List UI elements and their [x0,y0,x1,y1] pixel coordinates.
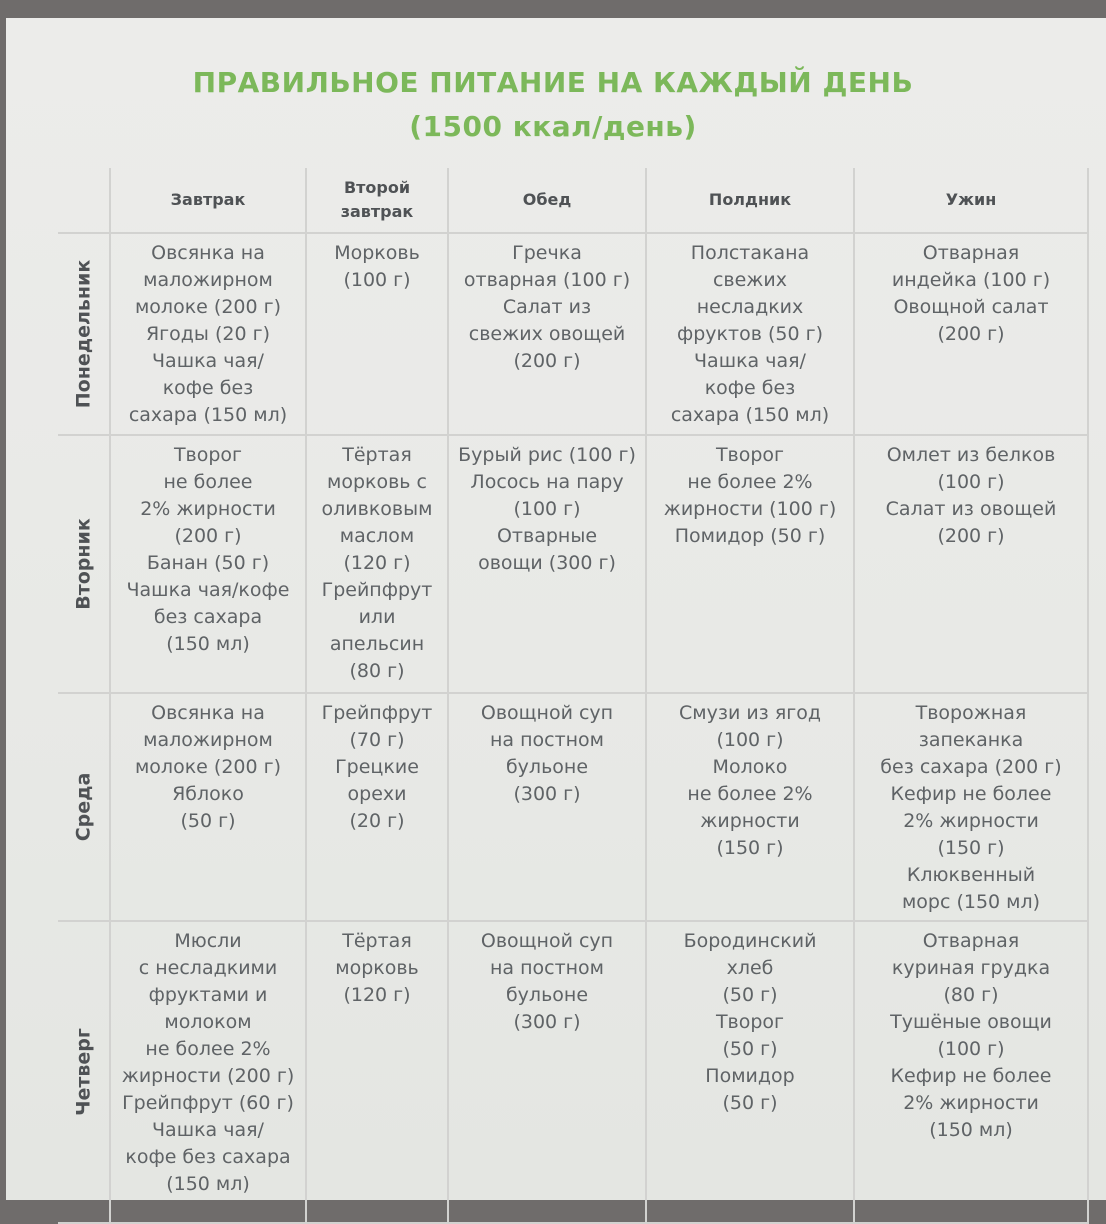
meal-line: Салат из овощей [885,498,1057,520]
meal-line: без сахара (200 г) [880,756,1062,778]
meal-line: (150 мл) [166,1173,250,1195]
meal-cell [448,435,646,693]
meal-line: не более [163,471,253,493]
meal-line: Кефир не более [890,783,1052,805]
meal-cell [854,693,1088,921]
day-label: Вторник [58,435,110,693]
meal-line: (150 г) [937,837,1005,859]
meal-line: сахара (150 мл) [128,404,288,426]
meal-plan-table [58,168,1089,1224]
meal-line: (70 г) [349,729,405,751]
meal-line: Овощной салат [893,296,1049,318]
meal-line: (20 г) [349,810,405,832]
meal-line: Чашка чая/кофе [126,579,290,601]
meal-line: Яблоко [172,783,244,805]
meal-line: (50 г) [180,810,236,832]
meal-line: не более 2% [687,783,813,805]
meal-line: морковь [335,957,419,979]
meal-line: (150 мл) [929,1119,1013,1141]
meal-line: Грецкие [335,756,419,778]
meal-cell [306,693,448,921]
meal-cell [110,435,306,693]
meal-cell [110,233,306,435]
meal-cell [646,233,854,435]
meal-line: Творог [173,444,243,466]
meal-cell [110,693,306,921]
meal-cell [646,921,854,1223]
meal-line: несладких [696,296,804,318]
meal-line: Творожная [915,702,1027,724]
meal-line: сахара (150 мл) [670,404,830,426]
meal-line: Ягоды (20 г) [145,323,270,345]
column-header-second-breakfast: Второй завтрак [306,168,448,233]
meal-line: 2% жирности [903,810,1039,832]
meal-line: 2% жирности [903,1092,1039,1114]
meal-line: (100 г) [716,729,784,751]
meal-line: кофе без сахара [125,1146,291,1168]
meal-line: Чашка чая/ [694,350,806,372]
meal-line: жирности (100 г) [663,498,837,520]
meal-line: Отварные [496,525,598,547]
meal-line: с несладкими [138,957,278,979]
meal-line: свежих [712,269,788,291]
meal-line: индейка (100 г) [891,269,1051,291]
meal-line: Банан (50 г) [146,552,270,574]
meal-line: на постном [489,957,605,979]
meal-line: отварная (100 г) [463,269,631,291]
meal-line: Творог [715,444,785,466]
meal-line: (150 г) [716,837,784,859]
meal-line: маслом [339,525,415,547]
column-header-dinner: Ужин [854,168,1088,233]
meal-line: Лосось на пару [470,471,624,493]
meal-line: Кефир не более [890,1065,1052,1087]
meal-line: Гречка [512,242,582,264]
meal-cell [854,921,1088,1223]
meal-cell [646,435,854,693]
meal-line: (300 г) [513,783,581,805]
meal-line: молоке (200 г) [134,756,282,778]
meal-line: (80 г) [943,984,999,1006]
meal-line: фруктами и [148,984,268,1006]
meal-line: Грейпфрут (60 г) [122,1092,294,1114]
meal-line: Помидор (50 г) [674,525,826,547]
meal-line: орехи [347,783,407,805]
meal-line: Грейпфрут [321,579,433,601]
meal-cell [306,233,448,435]
meal-line: Омлет из белков [886,444,1056,466]
meal-line: бульоне [505,756,589,778]
meal-cell [110,921,306,1223]
meal-line: маложирном [143,729,273,751]
meal-line: запеканка [918,729,1024,751]
meal-line: Отварная [922,930,1020,952]
meal-line: Тёртая [342,930,412,952]
meal-line: Полстакана [690,242,810,264]
meal-cell [448,693,646,921]
meal-line: Овощной суп [480,702,614,724]
meal-line: (200 г) [937,525,1005,547]
meal-line: Смузи из ягод [679,702,821,724]
meal-line: без сахара [153,606,263,628]
meal-line: жирности [700,810,800,832]
meal-line: Салат из [502,296,592,318]
meal-line: на постном [489,729,605,751]
meal-line: не более 2% [145,1038,271,1060]
meal-line: бульоне [505,984,589,1006]
table-row [58,921,1088,1223]
meal-line: Морковь [334,242,420,264]
meal-line: (50 г) [722,984,778,1006]
meal-line: (150 мл) [166,633,250,655]
meal-line: 2% жирности [140,498,276,520]
meal-line: Чашка чая/ [152,1119,264,1141]
column-header-snack: Полдник [646,168,854,233]
meal-line: (200 г) [174,525,242,547]
meal-line: Чашка чая/ [152,350,264,372]
meal-cell [306,921,448,1223]
meal-line: Бурый рис (100 г) [458,444,636,466]
meal-line: (80 г) [349,660,405,682]
meal-line: (200 г) [513,350,581,372]
meal-cell [854,435,1088,693]
meal-cell [306,435,448,693]
meal-line: куриная грудка [891,957,1051,979]
meal-cell [448,233,646,435]
meal-line: Помидор [705,1065,795,1087]
meal-line: Овсянка на [151,702,265,724]
meal-line: хлеб [726,957,774,979]
table-row [58,435,1088,693]
meal-line: оливковым [321,498,433,520]
meal-line: (200 г) [937,323,1005,345]
meal-line: (120 г) [343,552,411,574]
column-header-breakfast: Завтрак [110,168,306,233]
page-subtitle: (1500 ккал/день) [409,110,697,143]
meal-line: молоке (200 г) [134,296,282,318]
meal-line: морковь с [326,471,427,493]
meal-line: (100 г) [937,471,1005,493]
meal-line: Мюсли [174,930,242,952]
meal-line: не более 2% [687,471,813,493]
meal-line: (300 г) [513,1011,581,1033]
meal-line: (50 г) [722,1092,778,1114]
day-label: Понедельник [58,233,110,435]
meal-line: молоком [164,1011,252,1033]
page-title: ПРАВИЛЬНОЕ ПИТАНИЕ НА КАЖДЫЙ ДЕНЬ [192,66,914,99]
meal-cell [448,921,646,1223]
day-label: Четверг [58,921,110,1223]
meal-line: Бородинский [683,930,817,952]
header-row [58,168,1088,233]
meal-line: маложирном [143,269,273,291]
meal-line: Клюквенный [906,864,1036,886]
meal-line: кофе без [704,377,796,399]
meal-cell [646,693,854,921]
table-row [58,233,1088,435]
meal-line: Тушёные овощи [890,1011,1052,1033]
meal-line: Молоко [712,756,788,778]
meal-line: апельсин [329,633,425,655]
meal-line: жирности (200 г) [121,1065,295,1087]
meal-line: (50 г) [722,1038,778,1060]
column-header-lunch: Обед [448,168,646,233]
meal-line: Тёртая [342,444,412,466]
day-label: Среда [58,693,110,921]
meal-line: (100 г) [513,498,581,520]
meal-line: (100 г) [937,1038,1005,1060]
meal-line: кофе без [162,377,254,399]
meal-line: или [358,606,396,628]
meal-line: (100 г) [343,269,411,291]
meal-line: свежих овощей [468,323,626,345]
corner-cell [58,168,110,233]
meal-line: (120 г) [343,984,411,1006]
meal-line: Творог [715,1011,785,1033]
meal-line: Отварная [922,242,1020,264]
meal-line: Овсянка на [151,242,265,264]
meal-line: Грейпфрут [321,702,433,724]
meal-line: морс (150 мл) [901,891,1041,913]
meal-line: овощи (300 г) [478,552,616,574]
meal-line: фруктов (50 г) [677,323,823,345]
table-row [58,693,1088,921]
meal-line: Овощной суп [480,930,614,952]
meal-cell [854,233,1088,435]
